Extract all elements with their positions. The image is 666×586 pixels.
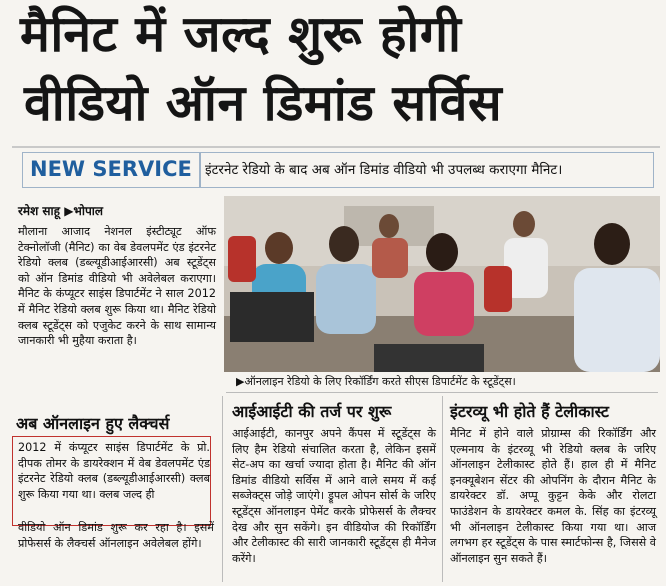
edge-clipping [646, 0, 666, 150]
headline-rule [12, 146, 660, 148]
mid-body: आईआईटी, कानपुर अपने कैंपस में स्टूडेंट्स के लिए हैम रेडियो संचालित करता है, लेकिन इसमें सेट-अप का खर्चा ज्यादा होता है। मैनिट की ऑन डिमांड वीडियो सर्विस में आने वाले समय में कई सब्जेक्ट्स जोड़े जाएंगे। ड्रूपल ओपन सोर्स के जरिए स्टूडेंट्स ऑनलाइन पेमेंट करके प्रोफेसर्स के लैक्चर देख और सुन सकेंगे। इन वीडियोज की रिकॉर्डिंग और टेलीकास्ट की सारी जानकारी स्टूडेंट्स ही मैनेज करेंगे। [232, 427, 436, 565]
column-rule [442, 396, 443, 582]
lede-paragraph: मौलाना आजाद नेशनल इंस्टीट्यूट ऑफ टेक्नोलॉजी (मैनिट) का वेब डेवलपमेंट एंड इंटरनेट रेडियो क्लब (डब्ल्यूडीआईआरसी) अब स्टूडेंट्स को ऑन डिमांड वीडियो भी अवेलेबल कराएगा। मैनिट के कंप्यूटर साइंस डिपार्टमेंट ने साल 2012 में मैनिट रेडियो क्लब शुरू किया था। मैनिट रेडियो क्लब स्टूडेंट्स को एजुकेट करने के साथ सामान्य जानकारी भी मुहैया कराता है। [18, 225, 216, 348]
right-body: मैनिट में होने वाले प्रोग्राम्स की रिकॉर्डिंग और एल्मनाय के इंटरव्यू भी रेडियो क्लब के जरिए ऑनलाइन टेलीकास्ट होते हैं। हाल ही में मैनिट इनक्यूबेशन सेंटर की ओपनिंग के दौरान मैनिट के डायरेक्टर डॉ. अप्पू कुट्टन केके और रोलटा फाउंडेशन के डायरेक्टर कमल के. सिंह का इंटरव्यू भी ऑनलाइन टेलीकास्ट किया गया था। आज लगभग हर स्टूडेंट्स के पास स्मार्टफोन्स है, जिससे वे ऑनलाइन सुन सकते हैं। [450, 427, 656, 565]
students-photo [224, 196, 660, 372]
headline-line-1: मैनिट में जल्द शुरू होगी [20, 5, 462, 63]
section-rule [226, 392, 658, 393]
headline-line-2: वीडियो ऑन डिमांड सर्विस [24, 74, 503, 132]
students-recording-illustration [224, 196, 660, 372]
byline: रमेश साहू ▶भोपाल [18, 204, 104, 218]
deck-subheadline: इंटरनेट रेडियो के बाद अब ऑन डिमांड वीडियो भी उपलब्ध कराएगा मैनिट। [205, 162, 563, 178]
column-rule [222, 396, 223, 582]
left-subhead: अब ऑनलाइन हुए लैक्चर्स [16, 414, 170, 433]
photo-caption: ▶ऑनलाइन रेडियो के लिए रिकॉर्डिंग करते सीएस डिपार्टमेंट के स्टूडेंट्स। [236, 375, 516, 388]
section-tag: NEW SERVICE [30, 157, 192, 181]
left-continuation: वीडियो ऑन डिमांड शुरू कर रहा है। इसमें प्रोफेसर्स के लैक्चर्स ऑनलाइन अवेलेबल होंगे। [18, 521, 214, 550]
left-boxed-text: 2012 में कंप्यूटर साइंस डिपार्टमेंट के प्रो. दीपक तोमर के डायरेक्शन में वेब डेवलपमेंट एंड इंटरनेट रेडियो क्लब (डब्ल्यूडीआईआरसी) क्लब शुरू किया गया था। क्लब जल्द ही [18, 441, 210, 501]
mid-subhead: आईआईटी की तर्ज पर शुरू [232, 402, 392, 421]
right-subhead: इंटरव्यू भी होते हैं टेलीकास्ट [450, 402, 609, 421]
